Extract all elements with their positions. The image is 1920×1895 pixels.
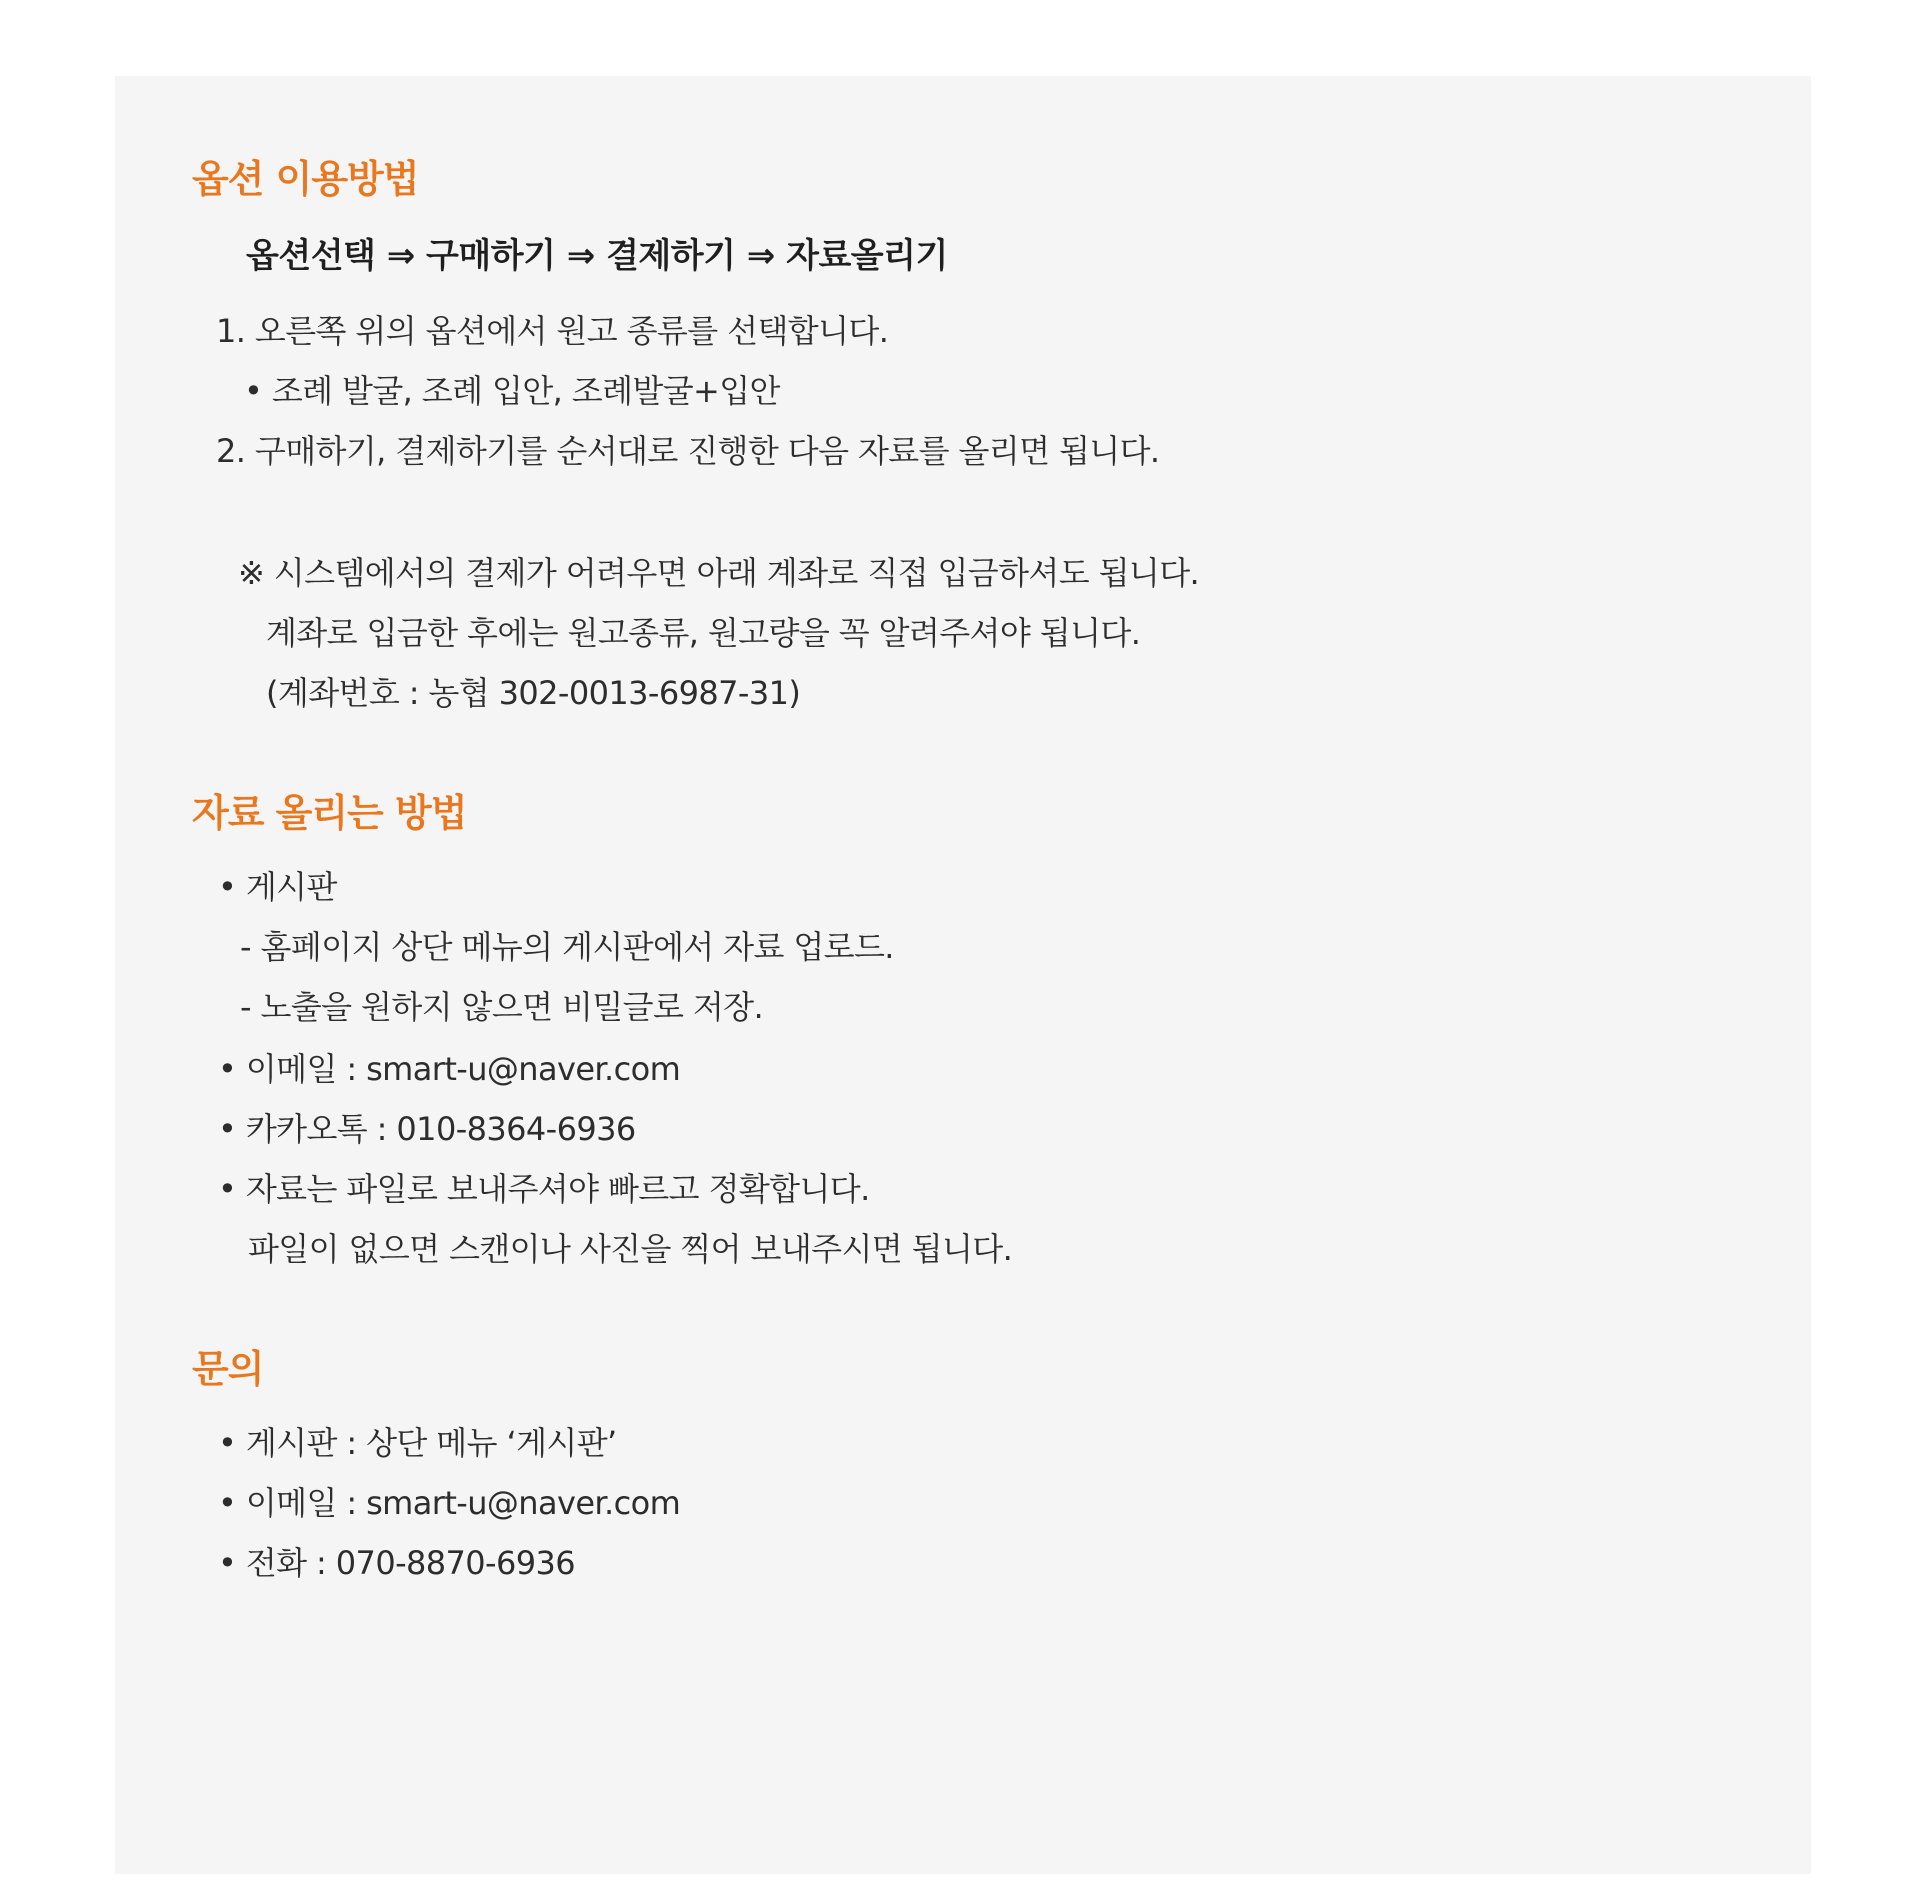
upload-board-detail-1: - 홈페이지 상단 메뉴의 게시판에서 자료 업로드.	[240, 928, 894, 966]
section-title-upload-method: 자료 올리는 방법	[192, 791, 467, 835]
instruction-step-1: 1. 오른쪽 위의 옵션에서 원고 종류를 선택합니다.	[216, 312, 889, 350]
inquiry-email-item: • 이메일 : smart-u@naver.com	[218, 1484, 681, 1522]
section-title-inquiry: 문의	[192, 1347, 264, 1391]
option-types-list: • 조례 발굴, 조례 입안, 조례발굴+입안	[244, 372, 780, 410]
upload-board-detail-2: - 노출을 원하지 않으면 비밀글로 저장.	[240, 988, 764, 1026]
instruction-step-2: 2. 구매하기, 결제하기를 순서대로 진행한 다음 자료를 올리면 됩니다.	[216, 432, 1160, 470]
bank-transfer-instruction: 계좌로 입금한 후에는 원고종류, 원고량을 꼭 알려주셔야 됩니다.	[266, 614, 1141, 652]
upload-file-note: • 자료는 파일로 보내주셔야 빠르고 정확합니다.	[218, 1170, 870, 1208]
purchase-flow-steps: 옵션선택 ⇒ 구매하기 ⇒ 결제하기 ⇒ 자료올리기	[246, 236, 948, 276]
upload-kakaotalk-item: • 카카오톡 : 010-8364-6936	[218, 1110, 636, 1148]
bank-transfer-note: ※ 시스템에서의 결제가 어려우면 아래 계좌로 직접 입금하셔도 됩니다.	[238, 554, 1200, 592]
upload-email-item: • 이메일 : smart-u@naver.com	[218, 1050, 681, 1088]
inquiry-board-item: • 게시판 : 상단 메뉴 ‘게시판’	[218, 1424, 617, 1462]
inquiry-phone-item: • 전화 : 070-8870-6936	[218, 1544, 576, 1582]
section-title-option-usage: 옵션 이용방법	[192, 157, 419, 201]
upload-board-item: • 게시판	[218, 868, 337, 906]
upload-file-note-detail: 파일이 없으면 스캔이나 사진을 찍어 보내주시면 됩니다.	[248, 1230, 1013, 1268]
bank-account-number: (계좌번호 : 농협 302-0013-6987-31)	[266, 674, 801, 712]
